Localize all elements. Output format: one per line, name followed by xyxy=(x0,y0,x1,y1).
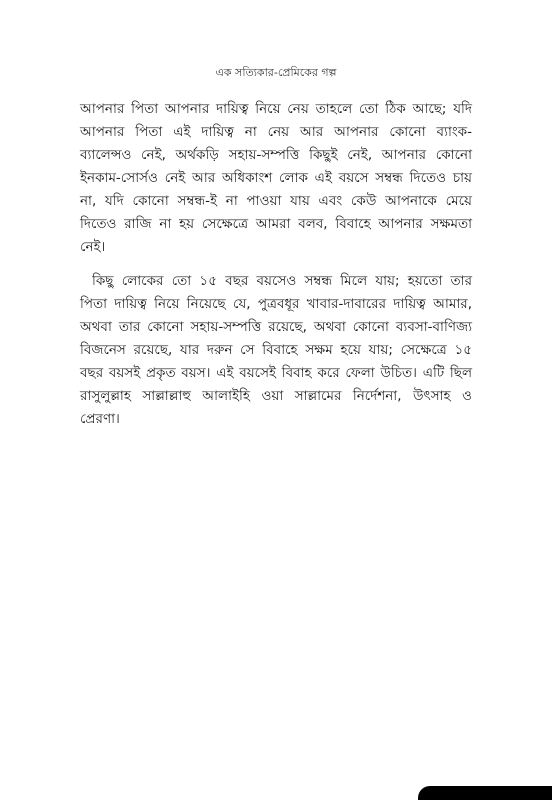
paragraph-2: কিছু লোকের তো ১৫ বছর বয়সেও সম্বন্ধ মিলে যায়; হয়তো তার পিতা দায়িত্ব নিয়ে নিয়েছে যে, পুত্রবধূর খাবার-দাবারের দায়িত্ব আমার, অথবা তার কোনো সহায়-সম্পত্তি রয়েছে, অথবা কোনো ব্যবসা-বাণিজ্য বিজনেস রয়েছে, যার দরুন সে বিবাহে সক্ষম হয়ে যায়; সেক্ষেত্রে ১৫ বছর বয়সই প্রকৃত বয়স। এই বয়সেই বিবাহ করে ফেলা উচিত। এটি ছিল রাসুলুল্লাহ সাল্লাল্লাহু আলাইহি ওয়া সাল্লামের নির্দেশনা, উৎসাহ ও প্রেরণা। xyxy=(80,273,472,427)
running-header: এক সত্যিকার-প্রেমিকের গল্প xyxy=(215,66,337,79)
page-body xyxy=(80,98,472,431)
paragraph-1: আপনার পিতা আপনার দায়িত্ব নিয়ে নেয় তাহলে তো ঠিক আছে; যদি আপনার পিতা এই দায়িত্ব না নেয় আর আপনার কোনো ব্যাংক-ব্যালেন্সও নেই, অর্থকড়ি সহায়-সম্পত্তি কিছুই নেই, আপনার কোনো ইনকাম-সোর্সও নেই আর অধিকাংশ লোক এই বয়সে সম্বন্ধ দিতেও চায় না, যদি কোনো সম্বন্ধ-ই না পাওয়া যায় এবং কেউ আপনাকে মেয়ে দিতেও রাজি না হয় সেক্ষেত্রে আমরা বলব, বিবাহে আপনার সক্ষমতা নেই। xyxy=(80,101,472,255)
page-footer-tab xyxy=(418,786,552,800)
